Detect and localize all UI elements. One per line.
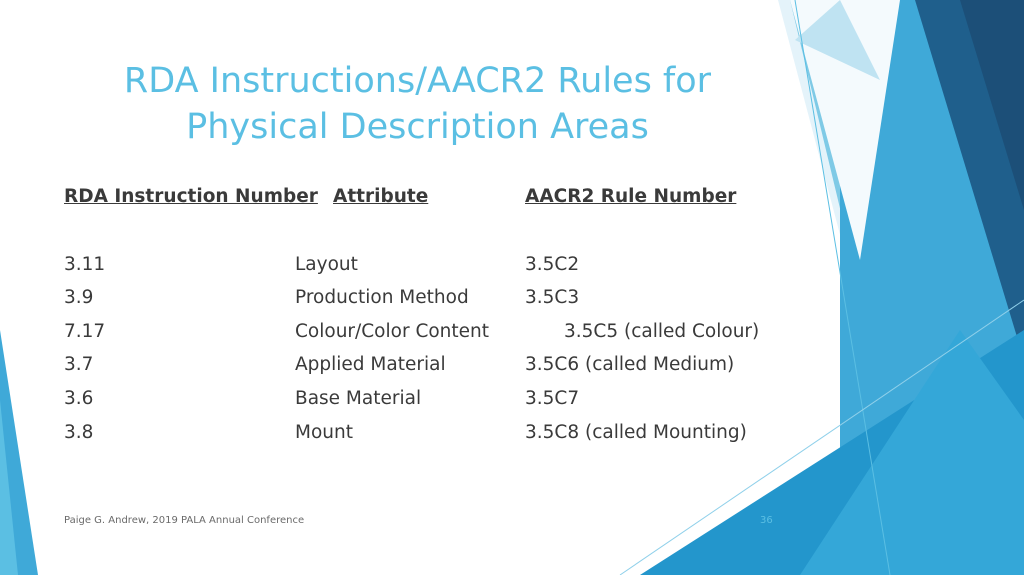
- table-cell-aacr2: 3.5C7: [525, 388, 580, 409]
- table-cell-aacr2: 3.5C6 (called Medium): [525, 354, 735, 375]
- table-cell-rda: 3.11: [64, 254, 106, 275]
- table-cell-attribute: Colour/Color Content: [295, 321, 490, 342]
- header-aacr2-rule-number: AACR2 Rule Number: [525, 186, 737, 207]
- slide-title-line-2: Physical Description Areas: [186, 107, 649, 147]
- header-rda-instruction-number: RDA Instruction Number: [64, 186, 318, 207]
- table-cell-rda: 3.9: [64, 287, 94, 308]
- table-cell-aacr2: 3.5C3: [525, 287, 580, 308]
- table-cell-attribute: Mount: [295, 422, 353, 443]
- table-cell-attribute: Applied Material: [295, 354, 446, 375]
- table-cell-aacr2: 3.5C5 (called Colour): [564, 321, 760, 342]
- table-cell-rda: 7.17: [64, 321, 106, 342]
- footer-text: Paige G. Andrew, 2019 PALA Annual Conference: [64, 515, 305, 526]
- table-cell-rda: 3.6: [64, 388, 94, 409]
- table-cell-attribute: Base Material: [295, 388, 422, 409]
- header-attribute: Attribute: [333, 186, 429, 207]
- slide-title-line-1: RDA Instructions/AACR2 Rules for: [123, 61, 712, 101]
- table-cell-aacr2: 3.5C2: [525, 254, 580, 275]
- table-cell-rda: 3.8: [64, 422, 94, 443]
- table-cell-rda: 3.7: [64, 354, 94, 375]
- page-number: 36: [760, 515, 773, 526]
- table-cell-attribute: Layout: [295, 254, 358, 275]
- table-cell-attribute: Production Method: [295, 287, 469, 308]
- table-cell-aacr2: 3.5C8 (called Mounting): [525, 422, 747, 443]
